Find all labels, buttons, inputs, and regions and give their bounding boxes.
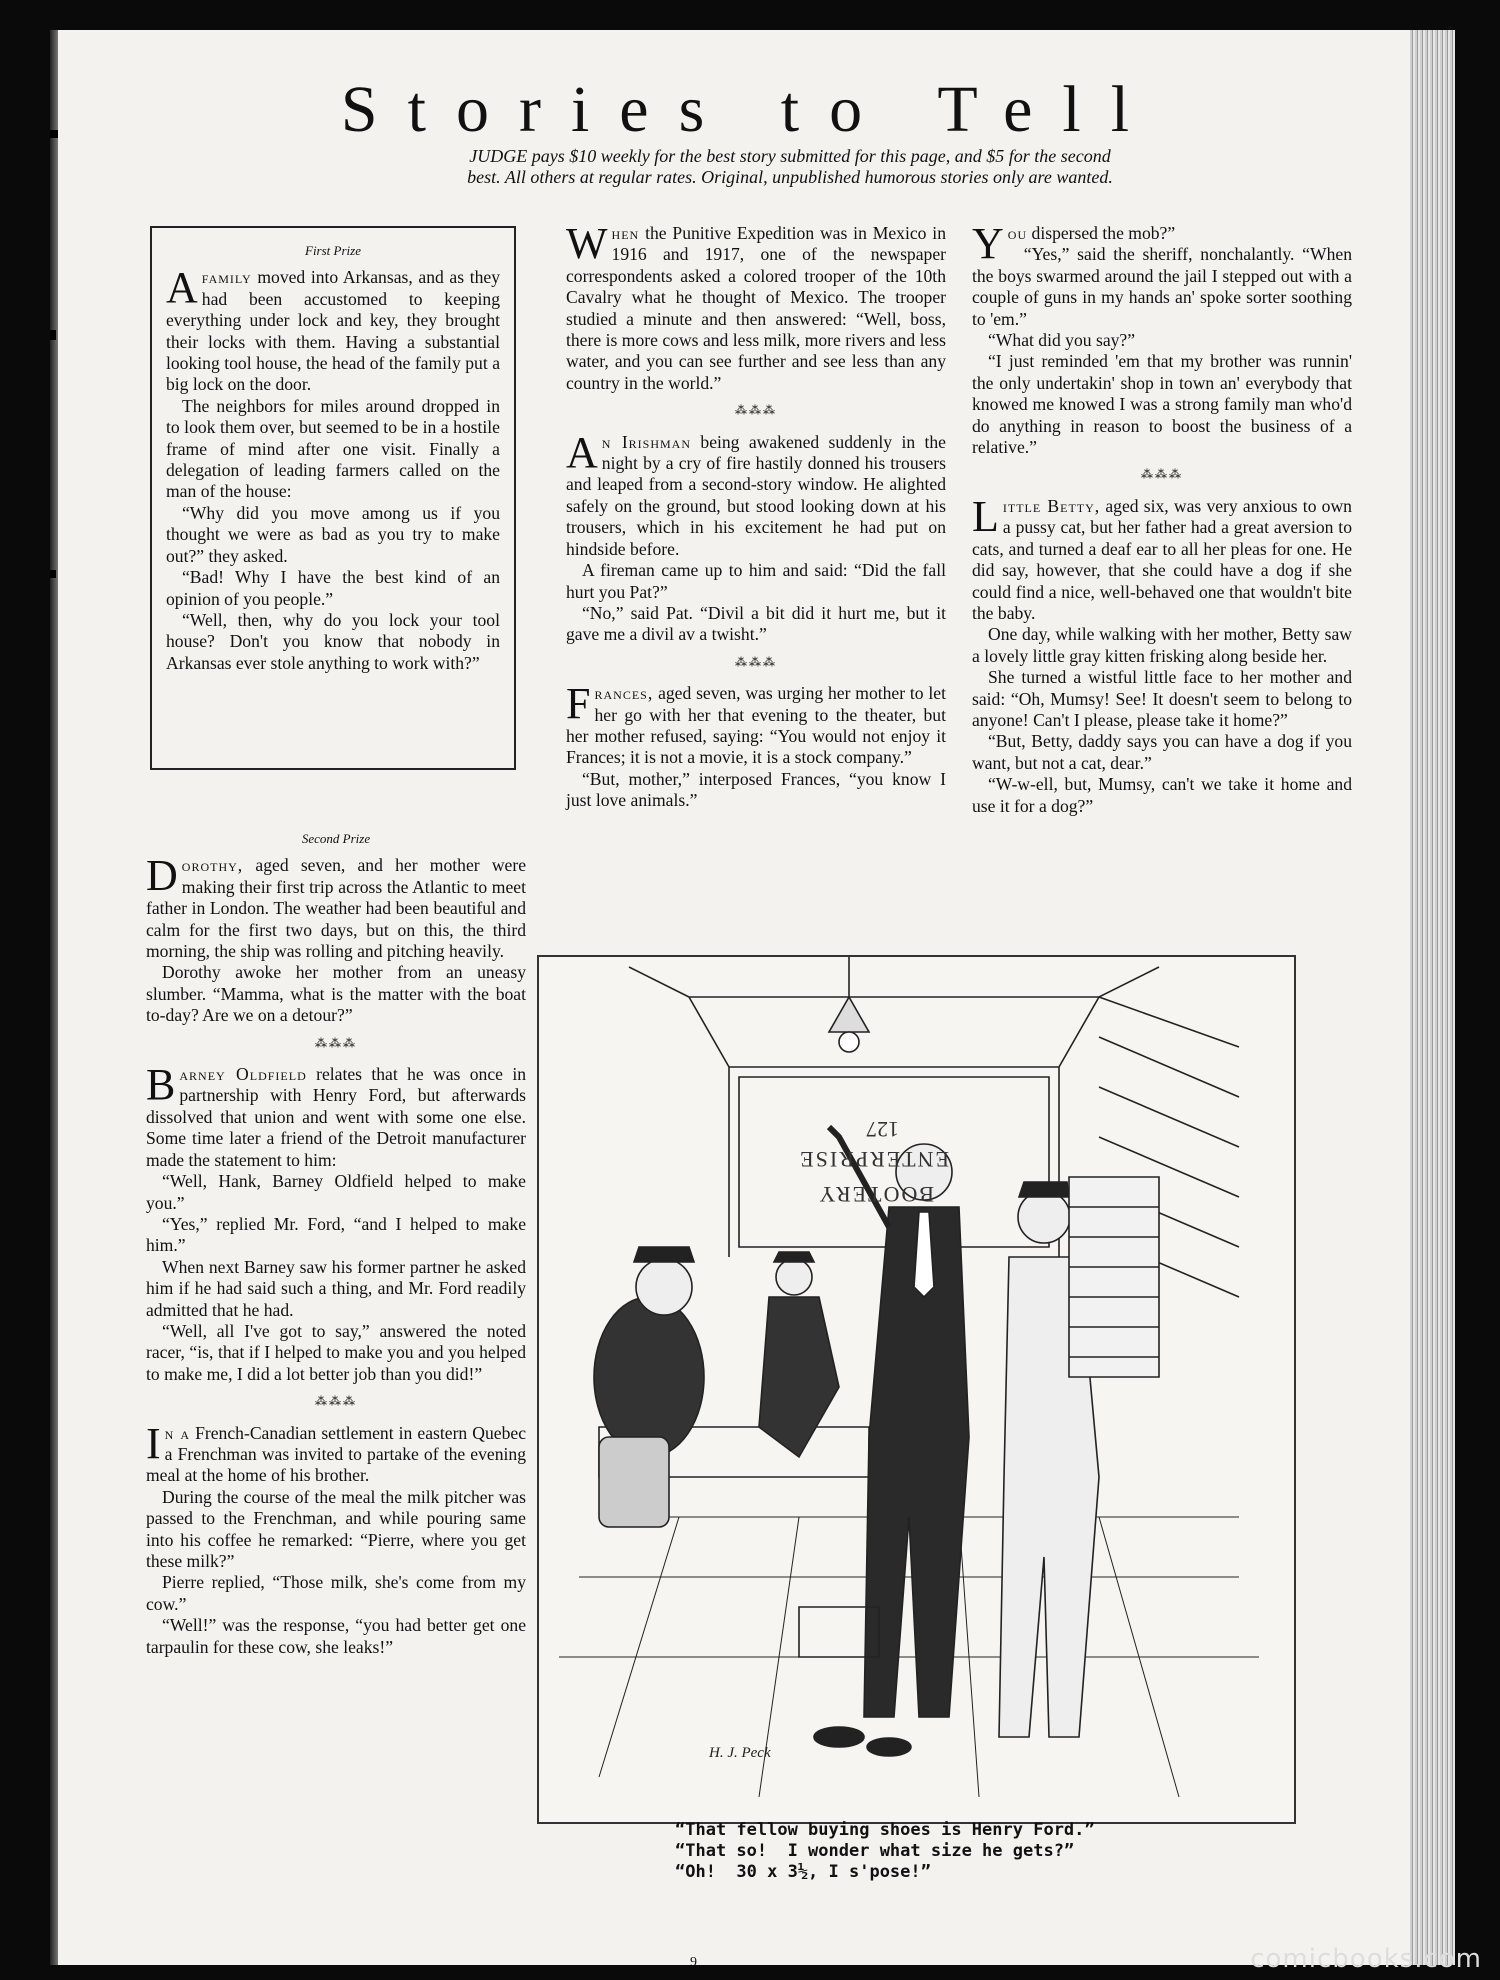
subtitle-line: best. All others at regular rates. Original, unpublished humorous stories only are wanted. [467, 167, 1113, 187]
caption-line: “That fellow buying shoes is Henry Ford.” [675, 1820, 1095, 1840]
drop-cap: W [566, 219, 608, 268]
first-prize-story [150, 226, 516, 770]
story-paragraph: “Well, then, why do you lock your tool house? Don't you know that nobody in Arkansas ever stole anything to work with?” [166, 609, 500, 673]
drop-cap: D [146, 851, 178, 901]
story-paragraph: “Bad! Why I have the best kind of an opinion of you people.” [166, 567, 500, 609]
story-paragraph: She turned a wistful little face to her mother and said: “Oh, Mumsy! See! It doesn't seem to belong to anyone! Can't I please, please take it home?” [972, 667, 1352, 730]
drop-cap: Y [972, 219, 1004, 268]
lead-word: orothy, [181, 855, 244, 876]
margin-mark [50, 570, 56, 578]
window-sign-line2: BOOTERY [817, 1182, 934, 1207]
drop-cap: L [972, 491, 999, 541]
story-paragraph: When the Punitive Expedition was in Mexico in 1916 and 1917, one of the newspaper correspondents asked a colored trooper of the 10th Cavalry what he thought of Mexico. The trooper studied a minute and then answered: “Well, boss, there is more cows and less milk, more rivers and less water, and you can see further and see less than any country in the world.” [566, 219, 946, 393]
story-paragraph: You dispersed the mob?” [972, 219, 1176, 268]
caption-line: “That so! I wonder what size he gets?” [675, 1841, 1075, 1861]
column-middle [566, 219, 946, 812]
subtitle-line: JUDGE pays $10 weekly for the best story submitted for this page, and $5 for the second [469, 146, 1111, 166]
magazine-page [50, 30, 1455, 1965]
story-paragraph: Pierre replied, “Those milk, she's come from my cow.” [146, 1572, 526, 1614]
story-paragraph: “Well!” was the response, “you had better get one tarpaulin for these cow, she leaks!” [146, 1615, 526, 1657]
story-paragraph: “Yes,” said the sheriff, nonchalantly. “When the boys swarmed around the jail I stepped out with a couple of guns in my hands an' spoke sorter soothing to 'em.” [972, 244, 1352, 329]
story-paragraph: In a French-Canadian settlement in eastern Quebec a Frenchman was invited to partake of the evening meal at the home of his brother. [146, 1418, 526, 1486]
story-paragraph: One day, while walking with her mother, Betty saw a lovely little gray kitten frisking along beside her. [972, 624, 1352, 666]
drop-cap: B [146, 1060, 176, 1110]
ornament: ⁂⁂⁂ [735, 654, 777, 669]
story-paragraph: An Irishman being awakened suddenly in the night by a cry of fire hastily donned his trousers and leaped from a second-story window. He alighted safely on the ground, but stood looking down at his trousers, which in his excitement he had put on hindside before. [566, 427, 946, 559]
margin-mark [50, 330, 56, 340]
story-paragraph: “What did you say?” [988, 330, 1136, 351]
story-paragraph: Barney Oldfield relates that he was once in partnership with Henry Ford, but afterwards dissolved that union and went with some one else. Some time later a friend of the Detroit manufacturer made the statement to him: [146, 1060, 526, 1170]
ornament: ⁂⁂⁂ [1141, 467, 1183, 482]
window-number: 127 [866, 1117, 899, 1142]
story-paragraph: “No,” said Pat. “Divil a bit did it hurt me, but it gave me a divil av a twisht.” [566, 602, 946, 645]
ornament: ⁂⁂⁂ [735, 403, 777, 418]
page-title: Stories to Tell [340, 73, 1160, 146]
book-binding-edge [1410, 30, 1455, 1965]
page-number: 9 [690, 1955, 697, 1970]
story-paragraph: Little Betty, aged six, was very anxious to own a pussy cat, but her father had a great aversion to cats, and turned a deaf ear to all her pleas for one. He did say, however, that she could have a dog if she could find a nice, well-behaved one that wouldn't bite the baby. [972, 491, 1352, 623]
site-watermark: comicbooks.com [1250, 1944, 1482, 1974]
story-paragraph: “But, mother,” interposed Frances, “you know I just love animals.” [566, 768, 946, 811]
artist-signature: H. J. Peck [709, 1745, 771, 1761]
drop-cap: F [566, 679, 591, 729]
story-paragraph: When next Barney saw his former partner he asked him if he had said such a thing, and Mr. Ford readily admitted that he had. [146, 1256, 526, 1320]
column-left [146, 818, 526, 1658]
story-paragraph: “I just reminded 'em that my brother was runnin' the only undertakin' shop in town an' everybody that knowed me knowed I was a strong family man who'd do anything in reason to boost the business of a relative.” [972, 351, 1352, 458]
story-paragraph: “Well, all I've got to say,” answered the noted racer, “is, that if I helped to make you and you helped to make me, I did a lot better job than you did!” [146, 1320, 526, 1384]
ornament: ⁂⁂⁂ [315, 1035, 357, 1050]
caption-line: “Oh! 30 x 3½, I s'pose!” [675, 1862, 931, 1882]
column-right [972, 219, 1352, 817]
story-paragraph: “But, Betty, daddy says you can have a dog if you want, but not a cat, dear.” [972, 731, 1352, 773]
page-left-edge [50, 30, 58, 1965]
story-paragraph: “Yes,” replied Mr. Ford, “and I helped to make him.” [146, 1213, 526, 1256]
story-paragraph: “Well, Hank, Barney Oldfield helped to make you.” [146, 1171, 526, 1213]
lead-word: arney Oldfield [179, 1064, 307, 1085]
window-sign-line1: ENTERPRISE [798, 1147, 949, 1172]
story-paragraph: Dorothy awoke her mother from an uneasy slumber. “Mamma, what is the matter with the boat to-day? Are we on a detour?” [146, 962, 526, 1026]
cartoon-caption [675, 1820, 1095, 1883]
drop-cap: I [146, 1418, 161, 1468]
lead-word: n a [164, 1422, 191, 1443]
lead-word: n Irishman [601, 431, 692, 452]
story-paragraph: A fireman came up to him and said: “Did the fall hurt you Pat?” [566, 560, 946, 602]
lead-word: family [201, 267, 252, 288]
shoe-store-drawing [539, 957, 1294, 1822]
story-paragraph: The neighbors for miles around dropped in to look them over, but seemed to be in a hostile frame of mind after one visit. Finally a delegation of leading farmers called on the man of the house: [166, 395, 500, 502]
lead-word: hen [611, 223, 640, 243]
prize-label: Second Prize [301, 831, 371, 846]
story-paragraph: During the course of the meal the milk pitcher was passed to the Frenchman, and while pouring same into his coffee he remarked: “Pierre, where you get these milk?” [146, 1486, 526, 1571]
lead-word: ittle Betty, [1002, 495, 1101, 516]
prize-label: First Prize [305, 243, 361, 258]
story-paragraph: “Why did you move among us if you thought we were as bad as you try to make out?” they asked. [166, 502, 500, 566]
page-subtitle [330, 146, 1250, 188]
drop-cap: A [566, 427, 598, 477]
story-paragraph: “W-w-ell, but, Mumsy, can't we take it home and use it for a dog?” [972, 774, 1352, 816]
drop-cap: A [166, 263, 198, 313]
story-paragraph: Frances, aged seven, was urging her mother to let her go with her that evening to the theater, but her mother refused, saying: “You would not enjoy it Frances; it is not a movie, it is a stock company.” [566, 679, 946, 768]
ornament: ⁂⁂⁂ [315, 1394, 357, 1409]
lead-word: rances, [594, 683, 654, 704]
story-paragraph: Afamily moved into Arkansas, and as they had been accustomed to keeping everything under lock and key, they brought their locks with them. Having a substantial looking tool house, the head of the family put a big lock on the door. [166, 263, 500, 395]
story-paragraph: Dorothy, aged seven, and her mother were making their first trip across the Atlantic to meet father in London. The weather had been beautiful and calm for the first two days, but on this, the third morning, the ship was rolling and pitching heavily. [146, 851, 527, 962]
lead-word: ou [1007, 223, 1028, 243]
cartoon-illustration [537, 955, 1296, 1824]
